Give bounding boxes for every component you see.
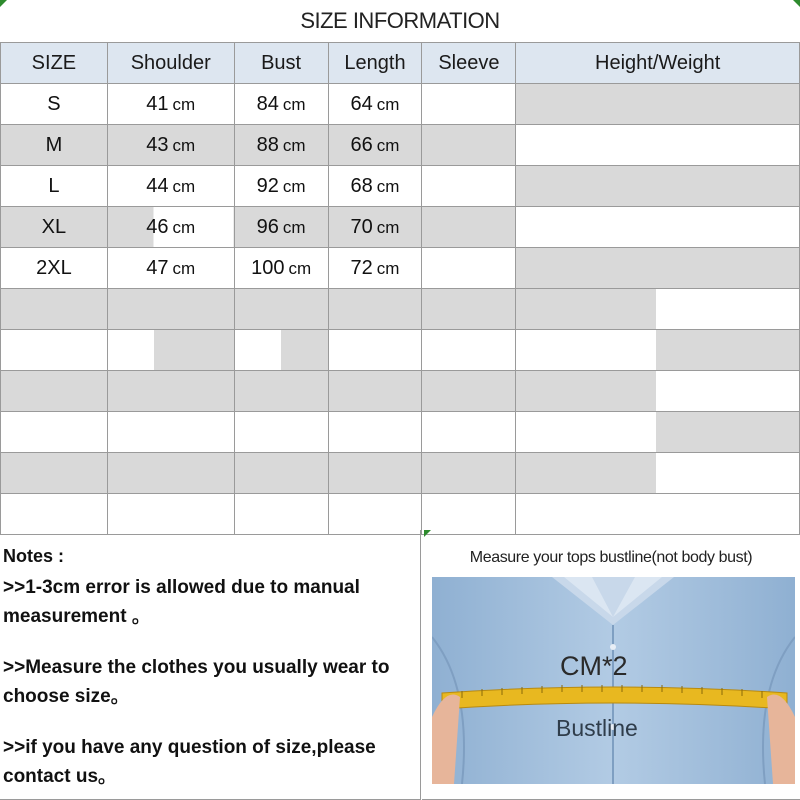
table-row: [1, 207, 800, 248]
page-title: SIZE INFORMATION: [0, 0, 800, 43]
height-weight-cell: [516, 84, 800, 125]
bust-value: 84: [256, 92, 279, 115]
shoulder-value: 44: [146, 174, 169, 197]
unit-label: cm: [282, 135, 306, 155]
bust-cell: [234, 166, 328, 207]
size-cell: 2XL: [1, 248, 108, 289]
unit-label: cm: [282, 94, 306, 114]
sleeve-cell: [422, 166, 516, 207]
note-item: >>if you have any question of size,please contact us。: [3, 737, 376, 787]
sleeve-cell: [422, 248, 516, 289]
length-value: 68: [350, 174, 373, 197]
size-cell: S: [1, 84, 108, 125]
unit-label: cm: [288, 258, 312, 278]
unit-label: cm: [282, 176, 306, 196]
table-row: [1, 125, 800, 166]
unit-label: cm: [172, 258, 196, 278]
bust-cell: [234, 248, 328, 289]
sleeve-cell: [422, 207, 516, 248]
shoulder-value: 43: [146, 133, 169, 156]
measure-panel: [422, 530, 800, 800]
height-weight-cell: [516, 248, 800, 289]
unit-label: cm: [376, 176, 400, 196]
header-height-weight: Height/Weight: [516, 43, 800, 84]
shoulder-cell: [107, 207, 234, 248]
table-row-empty: [1, 371, 800, 412]
note-item: >>Measure the clothes you usually wear to choose size。: [3, 657, 390, 707]
table-header-row: [1, 43, 800, 84]
unit-label: cm: [172, 176, 196, 196]
table-row-empty: [1, 289, 800, 330]
unit-label: cm: [376, 217, 400, 237]
bust-value: 100: [251, 256, 285, 279]
length-cell: [328, 84, 422, 125]
table-row: [1, 248, 800, 289]
table-row-empty: [1, 453, 800, 494]
unit-label: cm: [376, 94, 400, 114]
table-row-empty: [1, 330, 800, 371]
note-item: >>1-3cm error is allowed due to manual measurement 。: [3, 577, 360, 627]
size-cell: L: [1, 166, 108, 207]
length-value: 72: [350, 256, 373, 279]
size-cell: XL: [1, 207, 108, 248]
unit-label: cm: [376, 135, 400, 155]
sleeve-cell: [422, 84, 516, 125]
shoulder-value: 46: [146, 215, 169, 238]
header-length: Length: [328, 43, 422, 84]
bust-cell: [234, 125, 328, 166]
bust-cell: [234, 84, 328, 125]
length-cell: [328, 125, 422, 166]
length-cell: [328, 248, 422, 289]
notes-panel: [0, 530, 421, 800]
height-weight-cell: [516, 166, 800, 207]
length-cell: [328, 166, 422, 207]
notes-heading: Notes :: [3, 546, 65, 566]
unit-label: cm: [282, 217, 306, 237]
bust-value: 96: [256, 215, 279, 238]
shoulder-cell: [107, 166, 234, 207]
header-shoulder: Shoulder: [107, 43, 234, 84]
length-value: 66: [350, 133, 373, 156]
bust-cell: [234, 207, 328, 248]
measure-formula: CM*2: [560, 651, 628, 681]
height-weight-cell: [516, 125, 800, 166]
shoulder-value: 47: [146, 256, 169, 279]
size-table: [0, 42, 800, 535]
bust-value: 88: [256, 133, 279, 156]
size-cell: M: [1, 125, 108, 166]
table-row: [1, 166, 800, 207]
table-row: [1, 84, 800, 125]
length-value: 64: [350, 92, 373, 115]
sleeve-cell: [422, 125, 516, 166]
table-row-empty: [1, 494, 800, 535]
length-cell: [328, 207, 422, 248]
shoulder-value: 41: [146, 92, 169, 115]
unit-label: cm: [376, 258, 400, 278]
unit-label: cm: [172, 217, 196, 237]
bustline-label: Bustline: [556, 715, 638, 741]
height-weight-cell: [516, 207, 800, 248]
shoulder-cell: [107, 248, 234, 289]
length-value: 70: [350, 215, 373, 238]
header-sleeve: Sleeve: [422, 43, 516, 84]
bust-value: 92: [256, 174, 279, 197]
measure-caption: Measure your tops bustline(not body bust): [469, 549, 753, 566]
shoulder-cell: [107, 84, 234, 125]
shoulder-cell: [107, 125, 234, 166]
header-bust: Bust: [234, 43, 328, 84]
table-row-empty: [1, 412, 800, 453]
header-size: SIZE: [1, 43, 108, 84]
unit-label: cm: [172, 135, 196, 155]
unit-label: cm: [172, 94, 196, 114]
bustline-illustration: [432, 577, 795, 784]
